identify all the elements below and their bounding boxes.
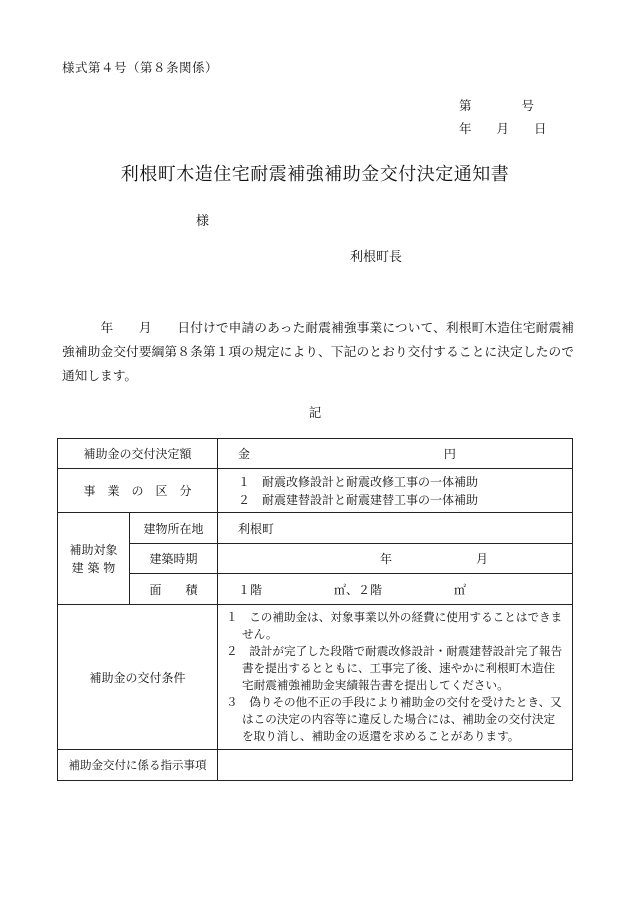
- notice-body-text: 年 月 日付けで申請のあった耐震補強事業について、利根町木造住宅耐震補強補助金交付要綱第８条第１項の規定により、下記のとおり交付することに決定したので通知します。: [62, 320, 574, 383]
- category-option-2: ２ 耐震建替設計と耐震建替工事の一体補助: [238, 492, 479, 507]
- issuer-name: 利根町長: [350, 250, 403, 265]
- target-label-line2: 建 築 物: [71, 560, 116, 575]
- area-row: [58, 574, 573, 605]
- amount-unit: 円: [443, 447, 456, 461]
- instructions-row: [58, 750, 573, 781]
- conditions-list: [218, 605, 573, 750]
- period-row: [58, 544, 573, 574]
- category-options: [218, 469, 573, 513]
- area-label: 面 積: [130, 574, 218, 605]
- instructions-value: [218, 750, 573, 781]
- amount-cell: [218, 439, 573, 469]
- amount-prefix: 金: [238, 447, 251, 461]
- target-label-line1: 補助対象: [69, 542, 118, 557]
- document-date-line: 年 月 日: [459, 121, 547, 136]
- ki-heading: 記: [308, 405, 322, 420]
- conditions-row: [58, 605, 573, 750]
- period-label: 建築時期: [130, 544, 218, 574]
- condition-item: ３ 偽りその他不正の手段により補助金の交付を受けたとき、又はこの決定の内容等に違反した場合には、補助金の交付決定を取り消し、補助金の返還を求めることがあります。: [226, 695, 562, 743]
- condition-item: １ この補助金は、対象事業以外の経費に使用することはできません。: [226, 610, 563, 641]
- category-label: 事 業 の 区 分: [58, 469, 218, 513]
- document-title: 利根町木造住宅耐震補強補助金交付決定通知書: [120, 164, 510, 185]
- location-row: [58, 513, 573, 544]
- amount-row: [58, 439, 573, 469]
- category-option-1: １ 耐震改修設計と耐震改修工事の一体補助: [238, 474, 479, 489]
- area-value: １階 ㎡、２階 ㎡: [218, 574, 573, 605]
- form-number-label: 様式第４号（第８条関係）: [62, 60, 219, 75]
- decision-table: [57, 438, 573, 781]
- location-value: 利根町: [218, 513, 573, 544]
- conditions-label: 補助金の交付条件: [58, 605, 218, 750]
- document-number-line: 第 号: [459, 98, 535, 113]
- amount-label: 補助金の交付決定額: [58, 439, 218, 469]
- condition-item: ２ 設計が完了した段階で耐震改修設計・耐震建替設計完了報告書を提出するとともに、工事完了後、速やかに利根町木造住宅耐震補強補助金実績報告書を提出してください。: [226, 644, 563, 692]
- addressee-suffix: 様: [196, 214, 210, 229]
- period-value: 年 月: [218, 544, 573, 574]
- location-label: 建物所在地: [130, 513, 218, 544]
- instructions-label: 補助金交付に係る指示事項: [58, 750, 218, 781]
- category-row: [58, 469, 573, 513]
- target-building-label: [58, 513, 130, 605]
